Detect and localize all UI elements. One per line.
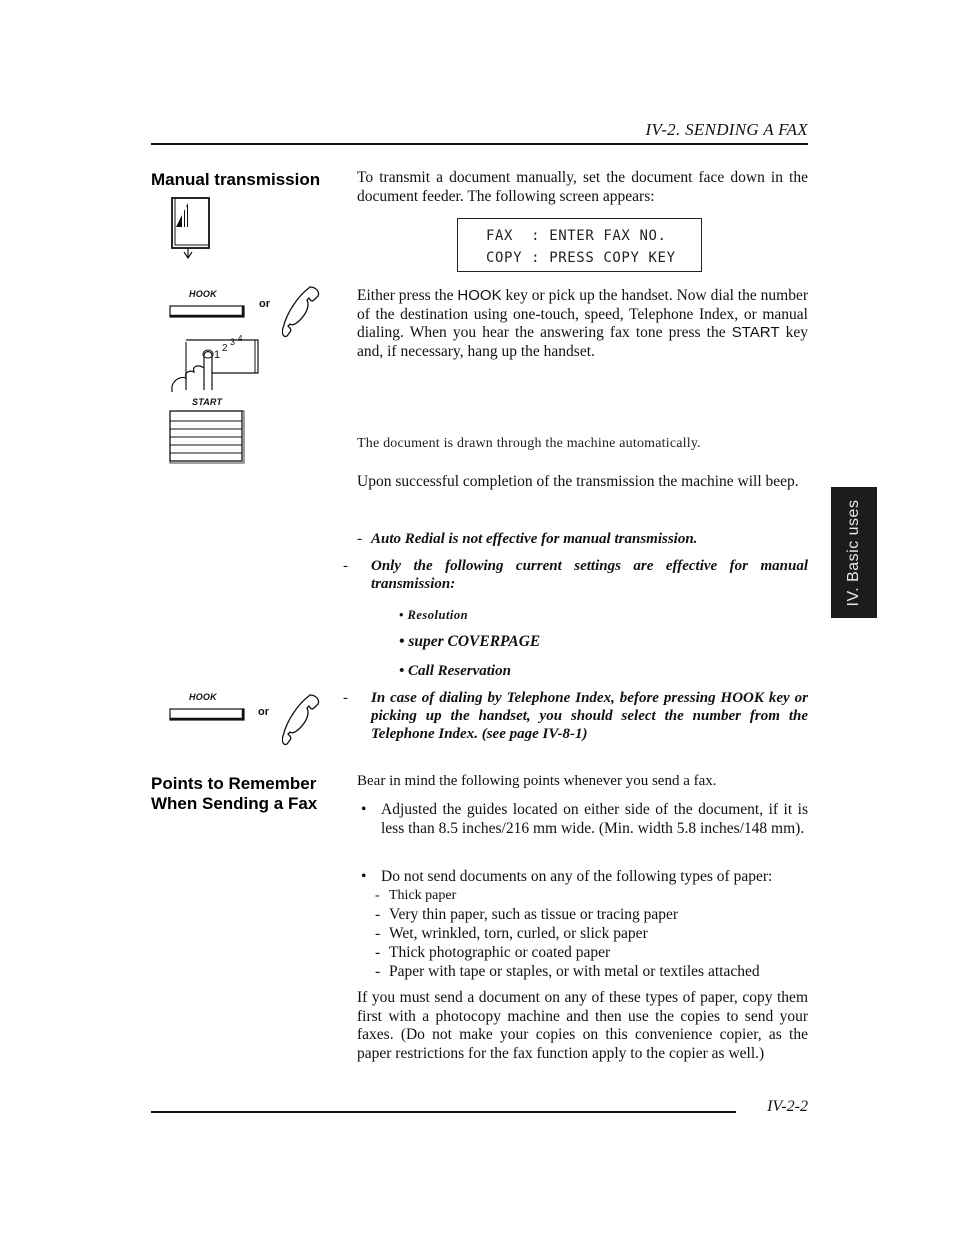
- handset-icon: [282, 284, 324, 340]
- chapter-side-tab-label: IV. Basic uses: [845, 499, 862, 606]
- or-label-lower: or: [258, 706, 269, 718]
- manual-intro-paragraph: To transmit a document manually, set the document face down in the document feeder. The following screen appears:: [357, 169, 808, 205]
- note-auto-redial: - Auto Redial is not effective for manual transmission.: [357, 531, 698, 547]
- start-key-label: START: [192, 397, 223, 407]
- page-number: IV-2-2: [767, 1098, 808, 1115]
- lcd-line-2: COPY : PRESS COPY KEY: [486, 250, 676, 266]
- note-telephone-index: - In case of dialing by Telephone Index, before pressing HOOK key or picking up the handset, you should select the number from the Telephone Index. (see page IV-8-1): [343, 690, 808, 742]
- note-current-settings: - Only the following current settings are effective for manual transmission:: [343, 558, 808, 592]
- dial-instructions-paragraph: [357, 287, 808, 361]
- bullet-guides-text: • Adjusted the guides located on either side of the document, if it is less than 8.5 inches/216 mm wide. (Min. width 5.8 inches/148 mm).: [357, 801, 808, 838]
- svg-text:3: 3: [230, 337, 236, 347]
- instr-middle: key or pick up the handset. Now dial the number of the destination using one-touch, speed, Telephone Index, or manual dialing. When you hear the answering fax tone press the: [357, 287, 808, 341]
- list-item: - Thick paper: [375, 886, 815, 905]
- hook-key-icon: [168, 300, 250, 322]
- start-key-icon: [168, 409, 246, 465]
- lcd-line-1: FAX : ENTER FAX NO.: [486, 228, 667, 244]
- hook-key-icon-lower: [168, 703, 250, 725]
- setting-item-call-reservation: • Call Reservation: [399, 663, 511, 679]
- list-item: - Very thin paper, such as tissue or tracing paper: [375, 905, 815, 924]
- document-feeder-icon: [168, 195, 216, 261]
- list-item: - Paper with tape or staples, or with metal or textiles attached: [375, 962, 815, 981]
- points-intro: Bear in mind the following points whenever you send a fax.: [357, 773, 717, 789]
- list-item: - Wet, wrinkled, torn, curled, or slick paper: [375, 924, 815, 943]
- setting-item-resolution: • Resolution: [399, 608, 469, 622]
- chapter-side-tab: [831, 487, 877, 618]
- bullet-guides: [357, 801, 808, 838]
- hook-key-reference: HOOK: [457, 287, 502, 304]
- bullet-paper-types: [357, 868, 808, 887]
- bullet-paper-types-text: • Do not send documents on any of the following types of paper:: [357, 868, 808, 887]
- svg-text:1: 1: [214, 349, 221, 361]
- instr-suffix: key and, if necessary, hang up the handset.: [357, 324, 809, 360]
- dialing-hand-icon: [168, 330, 268, 392]
- setting-item-coverpage: • super COVERPAGE: [399, 633, 541, 650]
- running-header: IV-2. SENDING A FAX: [645, 120, 808, 139]
- lcd-display: [457, 218, 702, 272]
- drawn-through-text: The document is drawn through the machine automatically.: [357, 436, 701, 451]
- list-item: - Thick photographic or coated paper: [375, 943, 815, 962]
- svg-text:4: 4: [238, 334, 243, 343]
- instr-prefix: Either press the: [357, 287, 458, 304]
- hook-key-label-lower: HOOK: [189, 692, 217, 702]
- closing-paragraph: If you must send a document on any of these types of paper, copy them first with a photocopy machine and then use the copies to send your faxes. (Do not make your copies on this convenience copier, as the paper restrictions for the fax function apply to the copier as well.): [357, 989, 808, 1062]
- hook-key-label: HOOK: [189, 289, 217, 299]
- footer-rule: [151, 1111, 736, 1113]
- svg-text:2: 2: [222, 343, 228, 354]
- points-to-remember-heading: Points to Remember When Sending a Fax: [151, 774, 318, 813]
- or-label: or: [259, 298, 270, 310]
- handset-icon-lower: [282, 692, 324, 748]
- header-rule: [151, 143, 808, 145]
- completion-paragraph: Upon successful completion of the transmission the machine will beep.: [357, 473, 799, 490]
- paper-types-list: [375, 886, 815, 981]
- start-key-reference: START: [731, 324, 780, 341]
- manual-transmission-heading: Manual transmission: [151, 170, 321, 189]
